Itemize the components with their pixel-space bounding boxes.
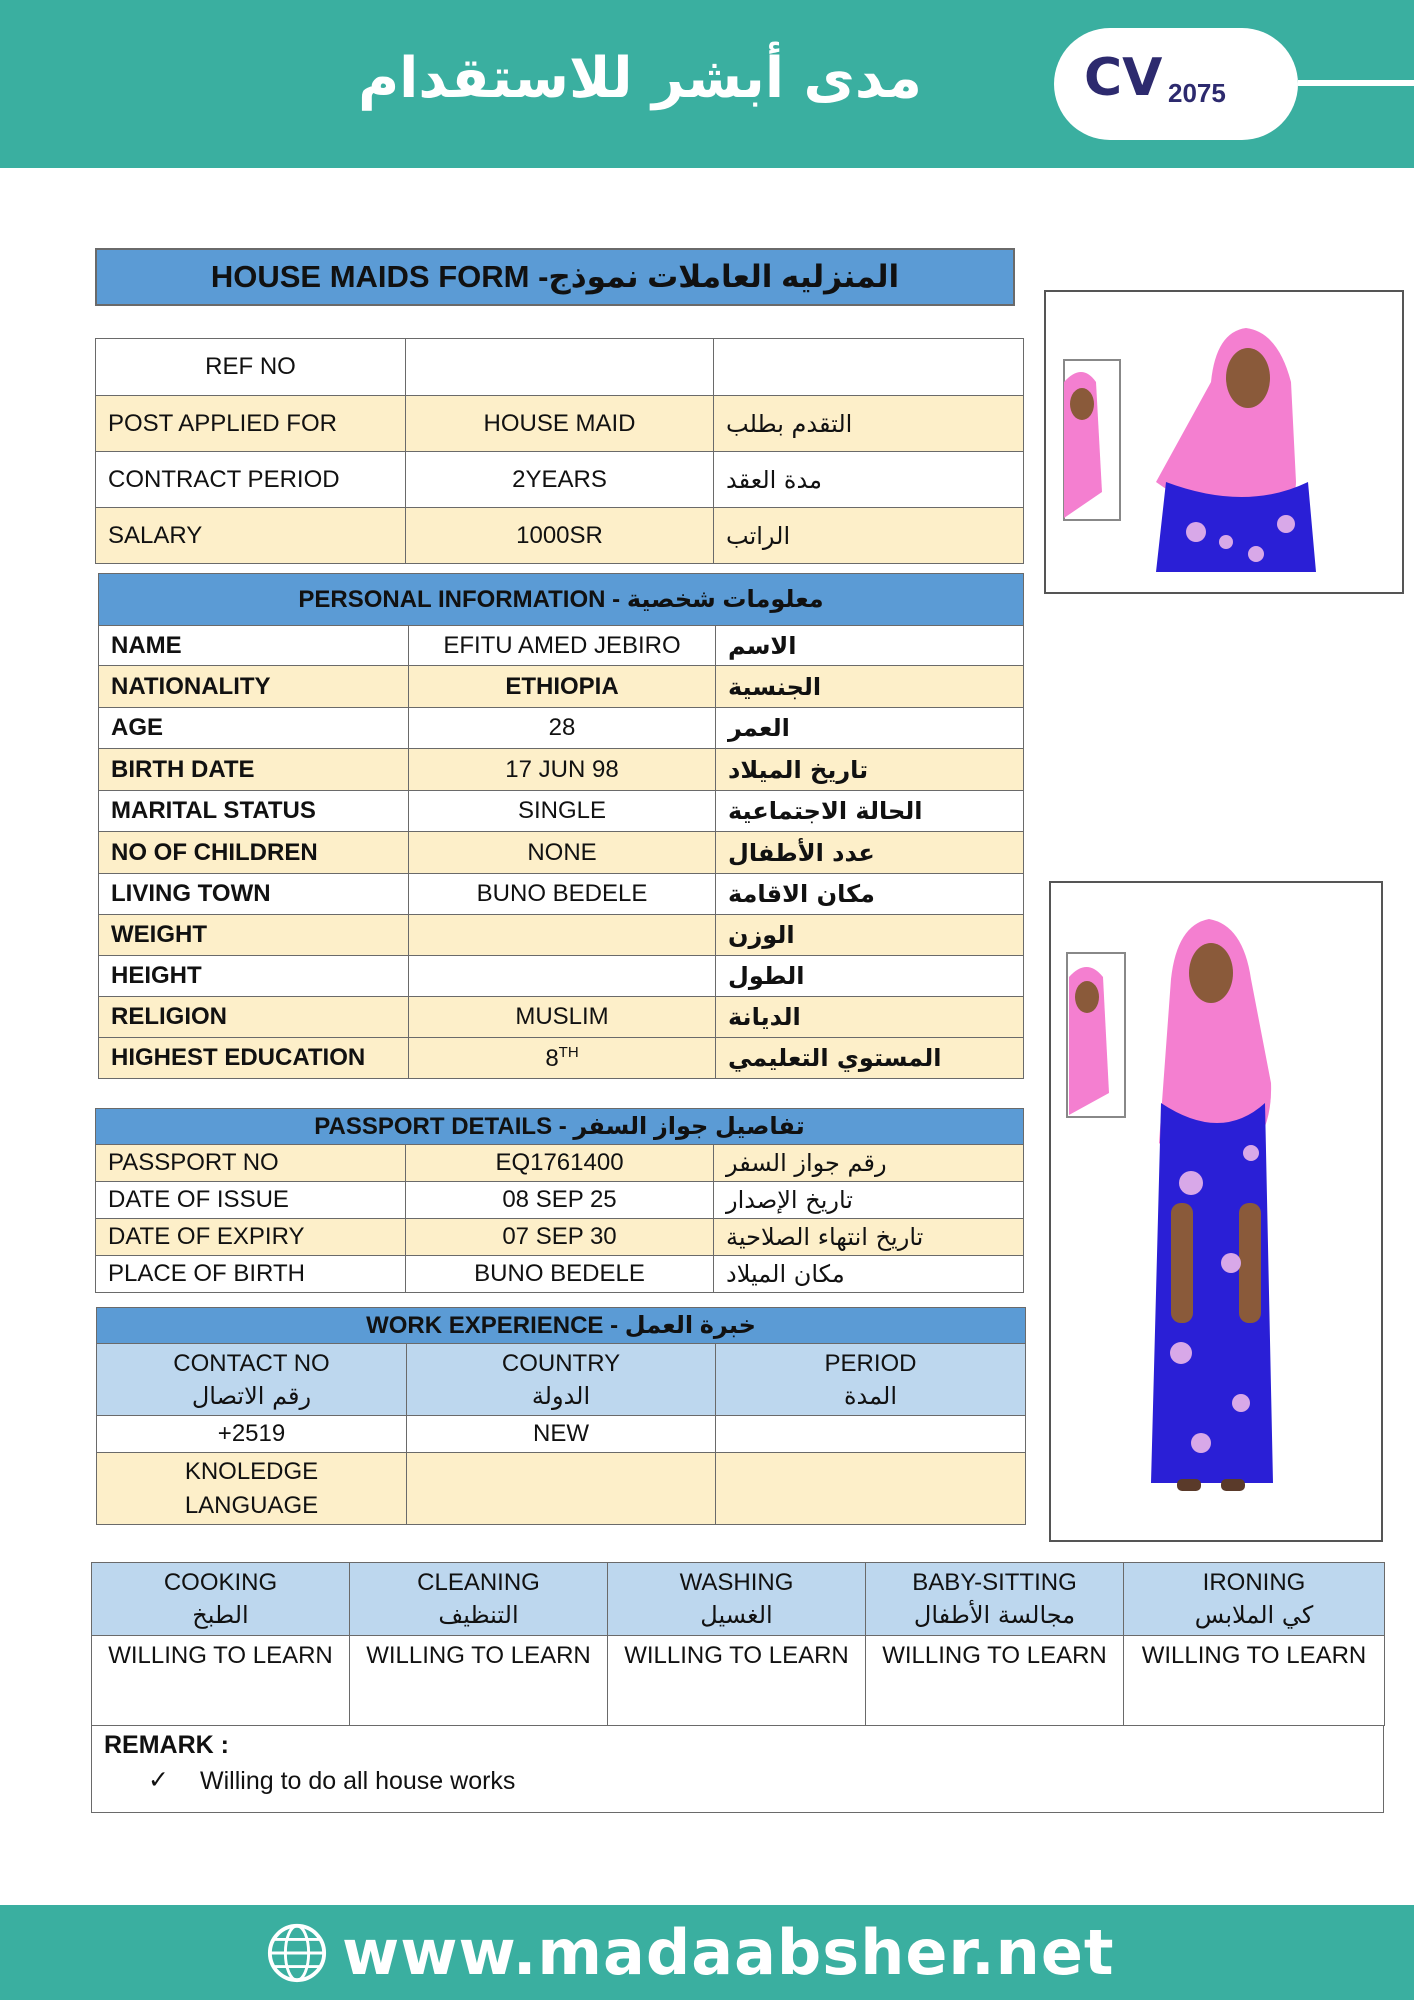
job-table	[95, 338, 1024, 564]
work-header: WORK EXPERIENCE - خبرة العمل	[97, 1308, 1026, 1344]
table-row	[96, 396, 1024, 452]
cv-number: 2075	[1168, 78, 1226, 108]
portrait-illustration	[1046, 292, 1404, 594]
expiry-date-value: 07 SEP 30	[406, 1219, 714, 1256]
birth-place-label: PLACE OF BIRTH	[96, 1256, 406, 1293]
education-ar: المستوي التعليمي	[716, 1038, 1024, 1079]
birth-date-label: BIRTH DATE	[99, 749, 409, 791]
birth-place-value: BUNO BEDELE	[406, 1256, 714, 1293]
period-value	[716, 1416, 1026, 1453]
post-value: HOUSE MAID	[406, 396, 714, 452]
issue-date-label: DATE OF ISSUE	[96, 1182, 406, 1219]
table-row	[99, 915, 1024, 956]
personal-info-header: PERSONAL INFORMATION - معلومات شخصية	[99, 574, 1024, 626]
skill-ar: الطبخ	[192, 1601, 249, 1629]
form-title: HOUSE MAIDS FORM -المنزليه العاملات نموذج	[95, 248, 1015, 306]
table-row	[96, 1219, 1024, 1256]
skill-value-ironing: WILLING TO LEARN	[1124, 1636, 1385, 1726]
passport-header: PASSPORT DETAILS - تفاصيل جواز السفر	[96, 1109, 1024, 1145]
table-header-row	[97, 1344, 1026, 1416]
skill-header-washing	[608, 1563, 866, 1636]
remark-title: REMARK :	[104, 1731, 229, 1759]
table-row	[96, 1145, 1024, 1182]
country-value: NEW	[407, 1416, 716, 1453]
skill-ar: كي الملابس	[1194, 1601, 1314, 1629]
table-row	[96, 508, 1024, 564]
ref-no-value	[406, 339, 714, 396]
age-label: AGE	[99, 708, 409, 749]
height-ar: الطول	[716, 956, 1024, 997]
expiry-date-label: DATE OF EXPIRY	[96, 1219, 406, 1256]
section-header	[97, 1308, 1026, 1344]
contract-ar: مدة العقد	[714, 452, 1024, 508]
knowledge-label: KNOLEDGE	[184, 1457, 319, 1485]
table-row	[99, 874, 1024, 915]
full-body-illustration	[1051, 883, 1383, 1542]
salary-ar: الراتب	[714, 508, 1024, 564]
table-row	[99, 1038, 1024, 1079]
birth-date-ar: تاريخ الميلاد	[716, 749, 1024, 791]
skill-value-cooking: WILLING TO LEARN	[92, 1636, 350, 1726]
skill-header-ironing	[1124, 1563, 1385, 1636]
table-row	[97, 1416, 1026, 1453]
religion-label: RELIGION	[99, 997, 409, 1038]
table-row	[96, 1182, 1024, 1219]
cv-badge	[1054, 28, 1298, 140]
knowledge-language-label	[97, 1453, 407, 1525]
skill-en: COOKING	[163, 1569, 278, 1596]
name-ar: الاسم	[716, 626, 1024, 666]
skill-value-washing: WILLING TO LEARN	[608, 1636, 866, 1726]
table-row	[99, 956, 1024, 997]
education-value-sup: TH	[558, 1043, 579, 1061]
website-link[interactable]: www.madaabsher.net	[342, 1916, 1115, 1989]
salary-label: SALARY	[96, 508, 406, 564]
name-value: EFITU AMED JEBIRO	[409, 626, 716, 666]
company-title: مدى أبشر للاستقدام	[358, 46, 922, 111]
skill-en: BABY-SITTING	[912, 1569, 1077, 1596]
skill-header-baby-sitting	[866, 1563, 1124, 1636]
education-value-text: 8	[545, 1044, 559, 1072]
children-label: NO OF CHILDREN	[99, 832, 409, 874]
period-column-ar: المدة	[843, 1381, 898, 1410]
remark-item: Willing to do all house works	[200, 1767, 516, 1795]
nationality-value: ETHIOPIA	[409, 666, 716, 708]
weight-value	[409, 915, 716, 956]
table-row	[99, 997, 1024, 1038]
passport-no-ar: رقم جواز السفر	[714, 1145, 1024, 1182]
language-label: LANGUAGE	[184, 1491, 319, 1519]
marital-status-value: SINGLE	[409, 791, 716, 832]
table-row	[99, 708, 1024, 749]
skills-value-row	[92, 1636, 1385, 1726]
skill-ar: مجالسة الأطفال	[913, 1601, 1076, 1629]
check-icon: ✓	[148, 1766, 169, 1794]
living-town-value: BUNO BEDELE	[409, 874, 716, 915]
skill-header-cooking	[92, 1563, 350, 1636]
nationality-label: NATIONALITY	[99, 666, 409, 708]
skill-en: WASHING	[679, 1569, 794, 1596]
post-ar: التقدم بطلب	[714, 396, 1024, 452]
table-row	[96, 1256, 1024, 1293]
children-ar: عدد الأطفال	[716, 832, 1024, 874]
remark-box	[91, 1725, 1384, 1813]
contact-value: +2519	[97, 1416, 407, 1453]
header-rule	[1298, 80, 1414, 86]
work-experience-table	[96, 1307, 1026, 1525]
education-label: HIGHEST EDUCATION	[99, 1038, 409, 1079]
contact-column-en: CONTACT NO	[173, 1349, 330, 1377]
issue-date-value: 08 SEP 25	[406, 1182, 714, 1219]
period-column-en: PERIOD	[824, 1349, 917, 1377]
passport-table	[95, 1108, 1024, 1293]
expiry-date-ar: تاريخ انتهاء الصلاحية	[714, 1219, 1024, 1256]
table-row	[99, 749, 1024, 791]
full-body-photo	[1049, 881, 1383, 1542]
age-value: 28	[409, 708, 716, 749]
children-value: NONE	[409, 832, 716, 874]
ref-no-label: REF NO	[96, 339, 406, 396]
age-ar: العمر	[716, 708, 1024, 749]
globe-icon	[266, 1922, 328, 1984]
skill-ar: الغسيل	[700, 1601, 773, 1629]
contract-value: 2YEARS	[406, 452, 714, 508]
ref-no-ar	[714, 339, 1024, 396]
portrait-photo	[1044, 290, 1404, 594]
table-row	[99, 791, 1024, 832]
country-column-en: COUNTRY	[501, 1349, 621, 1377]
skills-header-row	[92, 1563, 1385, 1636]
table-row	[99, 832, 1024, 874]
height-value	[409, 956, 716, 997]
country-column-header	[407, 1344, 716, 1416]
table-row	[99, 666, 1024, 708]
living-town-label: LIVING TOWN	[99, 874, 409, 915]
issue-date-ar: تاريخ الإصدار	[714, 1182, 1024, 1219]
birth-place-ar: مكان الميلاد	[714, 1256, 1024, 1293]
post-label: POST APPLIED FOR	[96, 396, 406, 452]
table-row	[97, 1453, 1026, 1525]
personal-info-table	[98, 573, 1024, 1079]
birth-date-value: 17 JUN 98	[409, 749, 716, 791]
height-label: HEIGHT	[99, 956, 409, 997]
skill-en: CLEANING	[417, 1569, 540, 1596]
living-town-ar: مكان الاقامة	[716, 874, 1024, 915]
skills-table	[91, 1562, 1385, 1726]
religion-value: MUSLIM	[409, 997, 716, 1038]
period-column-header	[716, 1344, 1026, 1416]
contact-column-header	[97, 1344, 407, 1416]
weight-label: WEIGHT	[99, 915, 409, 956]
table-row	[96, 452, 1024, 508]
nationality-ar: الجنسية	[716, 666, 1024, 708]
education-value	[409, 1038, 716, 1079]
salary-value: 1000SR	[406, 508, 714, 564]
skill-header-cleaning	[350, 1563, 608, 1636]
marital-status-ar: الحالة الاجتماعية	[716, 791, 1024, 832]
table-row	[96, 339, 1024, 396]
skill-value-baby-sitting: WILLING TO LEARN	[866, 1636, 1124, 1726]
section-header	[96, 1109, 1024, 1145]
skill-ar: التنظيف	[438, 1601, 519, 1629]
country-column-ar: الدولة	[531, 1381, 591, 1410]
religion-ar: الديانة	[716, 997, 1024, 1038]
contact-column-ar: رقم الاتصال	[191, 1381, 312, 1410]
table-row	[99, 626, 1024, 666]
passport-no-value: EQ1761400	[406, 1145, 714, 1182]
skill-en: IRONING	[1202, 1569, 1306, 1596]
cv-label: CV	[1084, 48, 1163, 108]
contract-label: CONTRACT PERIOD	[96, 452, 406, 508]
knowledge-language-value	[407, 1453, 716, 1525]
name-label: NAME	[99, 626, 409, 666]
passport-no-label: PASSPORT NO	[96, 1145, 406, 1182]
section-header	[99, 574, 1024, 626]
marital-status-label: MARITAL STATUS	[99, 791, 409, 832]
knowledge-language-extra	[716, 1453, 1026, 1525]
skill-value-cleaning: WILLING TO LEARN	[350, 1636, 608, 1726]
weight-ar: الوزن	[716, 915, 1024, 956]
